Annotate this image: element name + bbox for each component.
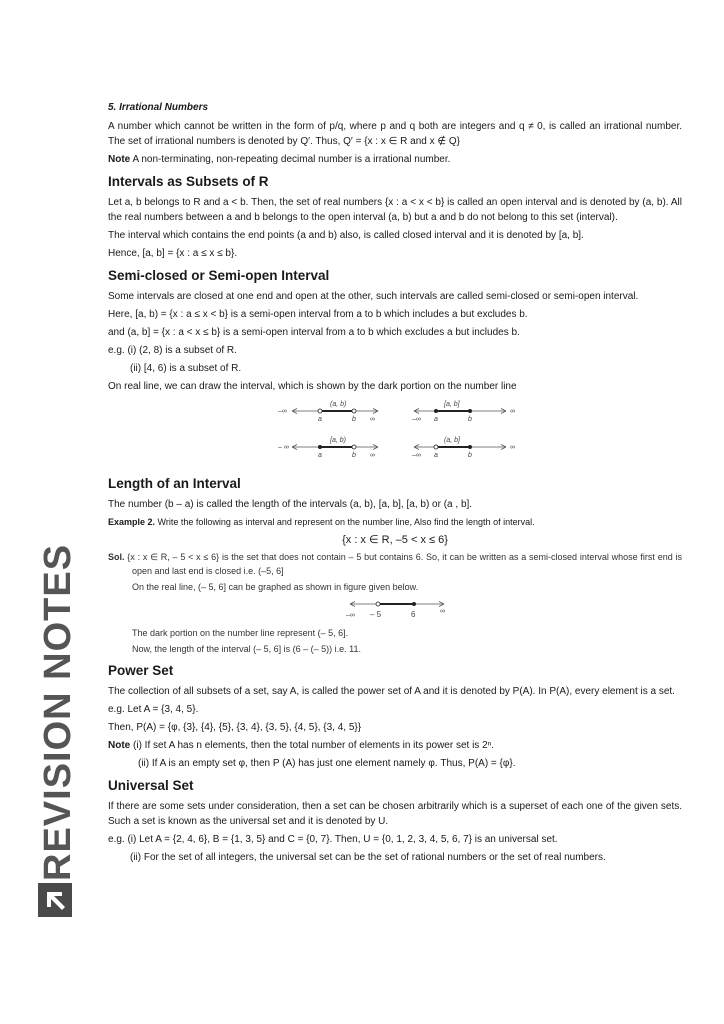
svg-text:a: a (318, 416, 322, 423)
svg-text:b: b (468, 416, 472, 423)
minus-five-label: – 5 (370, 610, 382, 619)
svg-text:∞: ∞ (370, 416, 375, 423)
power-p1: The collection of all subsets of a set, say A, is called the power set of A and it is denoted by P(A). In P(A), every element is a set. (108, 686, 675, 697)
intervals-p1: Let a, b belongs to R and a < b. Then, the set of real numbers {x : a < x < b} is called an open interval and is denoted by (a, b). All the real numbers between a and b belongs to the open interval (a, b) but a and b do not belong to this set (interval). (108, 197, 682, 223)
svg-text:–∞: –∞ (412, 416, 421, 423)
note-label: Note (108, 154, 131, 165)
power-note1 (108, 738, 682, 753)
solution-p3: The dark portion on the number line represent (– 5, 6]. (132, 628, 349, 638)
length-heading: Length of an Interval (108, 476, 241, 491)
solution-p4: Now, the length of the interval (– 5, 6] is (6 – (– 5)) i.e. 11. (132, 644, 361, 654)
svg-text:–∞: –∞ (412, 452, 421, 459)
number-line-svg (278, 441, 390, 465)
arrow-up-left-icon (38, 883, 72, 917)
number-line-svg (408, 405, 520, 429)
example-text: Write the following as interval and represent on the number line, Also find the length of interval. (155, 517, 535, 527)
number-line-open (278, 397, 390, 427)
universal-eg1: e.g. (i) Let A = {2, 4, 6}, B = {1, 3, 5} and C = {0, 7}. Then, U = {0, 1, 2, 3, 4, 5, 6, 7} is an universal set. (108, 834, 558, 845)
power-heading: Power Set (108, 663, 174, 678)
interval-label: [a, b] (444, 401, 460, 408)
semi-p1: Some intervals are closed at one end and open at the other, such intervals are called semi-closed or semi-open interval. (108, 291, 639, 302)
example-2 (108, 515, 682, 530)
six-label: 6 (411, 610, 416, 619)
interval-label: (a, b) (330, 401, 347, 408)
neg-inf-label: –∞ (278, 408, 287, 415)
semi-p2: Here, [a, b) = {x : a ≤ x < b} is a semi-open interval from a to b which includes a but excludes b. (108, 309, 528, 320)
note-text: (i) If set A has n elements, then the total number of elements in its power set is 2ⁿ. (130, 740, 495, 751)
page-content (108, 100, 682, 868)
interval-label: (a, b] (444, 437, 460, 444)
svg-text:∞: ∞ (510, 408, 515, 415)
intervals-heading: Intervals as Subsets of R (108, 174, 269, 189)
length-p1: The number (b – a) is called the length of the intervals (a, b), [a, b], [a, b) or (a , b]. (108, 499, 473, 510)
number-line-half-open-left (408, 433, 520, 463)
number-lines (108, 397, 682, 469)
number-line-closed (408, 397, 520, 427)
note-text: A non-terminating, non-repeating decimal number is a irrational number. (130, 154, 451, 165)
power-then: Then, P(A) = {φ, {3}, {4}, {5}, {3, 4}, {3, 5}, {4, 5}, {3, 4, 5}} (108, 722, 362, 733)
example-label: Example 2. (108, 517, 156, 527)
semi-p3: and (a, b] = {x : a < x ≤ b} is a semi-open interval from a to b which excludes a but includes b. (108, 327, 520, 338)
universal-heading: Universal Set (108, 778, 194, 793)
svg-text:b: b (352, 452, 356, 459)
irrational-definition: A number which cannot be written in the form of p/q, where p and q both are integers and q ≠ 0, is called an irrational number. The set of irrational numbers is denoted by Q′. Thus, Q′ = {x : x ∈ R and x ∉ Q} (108, 121, 682, 147)
svg-text:a: a (318, 452, 322, 459)
power-note2: (ii) If A is an empty set φ, then P (A) has just one element namely φ. Thus, P(A) = {φ}. (138, 758, 516, 769)
interval-label: [a, b) (330, 437, 346, 444)
note-label: Note (108, 740, 131, 751)
sol-label: Sol. (108, 552, 125, 562)
svg-text:a: a (434, 452, 438, 459)
solution-p1 (108, 550, 682, 578)
semi-p4: On real line, we can draw the interval, which is shown by the dark portion on the number line (108, 381, 517, 392)
irrational-heading: 5. Irrational Numbers (108, 102, 209, 113)
svg-text:– ∞: – ∞ (278, 444, 289, 451)
svg-text:∞: ∞ (510, 444, 515, 451)
semi-eg1: e.g. (i) (2, 8) is a subset of R. (108, 345, 237, 356)
irrational-note (108, 152, 682, 167)
revision-notes-sidebar (36, 543, 92, 917)
semi-heading: Semi-closed or Semi-open Interval (108, 268, 330, 283)
intervals-p3: Hence, [a, b] = {x : a ≤ x ≤ b}. (108, 248, 238, 259)
svg-text:∞: ∞ (370, 452, 375, 459)
example-number-line (118, 596, 682, 622)
svg-text:b: b (468, 452, 472, 459)
solution (108, 550, 682, 656)
universal-p1: If there are some sets under consideration, then a set can be chosen arbitrarily which is a superset of each one of the given sets. Such a set is known as the universal set and it is denoted by U. (108, 801, 682, 827)
number-line-svg (408, 441, 520, 465)
inf-label: ∞ (440, 608, 445, 615)
universal-eg2: (ii) For the set of all integers, the universal set can be the set of rational numbers or the set of real numbers. (130, 852, 606, 863)
number-line-svg (340, 598, 460, 624)
semi-eg2: (ii) [4, 6) is a subset of R. (130, 363, 242, 374)
number-line-half-open-right (278, 433, 390, 463)
sol-text: {x : x ∈ R, – 5 < x ≤ 6} is the set that does not contain – 5 but contains 6. So, it can be written as a semi-closed interval whose first end is open and last end is closed i.e. (–5, 6] (124, 552, 682, 576)
intervals-p2: The interval which contains the end points (a and b) also, is called closed interval and it is denoted by [a, b]. (108, 230, 584, 241)
svg-text:b: b (352, 416, 356, 423)
svg-text:a: a (434, 416, 438, 423)
power-eg: e.g. Let A = {3, 4, 5}. (108, 704, 199, 715)
example-set: {x : x ∈ R, –5 < x ≤ 6} (342, 534, 448, 546)
solution-p2: On the real line, (– 5, 6] can be graphed as shown in figure given below. (132, 582, 419, 592)
revision-notes-text: REVISION NOTES (37, 543, 79, 881)
number-line-svg (278, 405, 390, 429)
neg-inf-label: –∞ (346, 612, 355, 619)
